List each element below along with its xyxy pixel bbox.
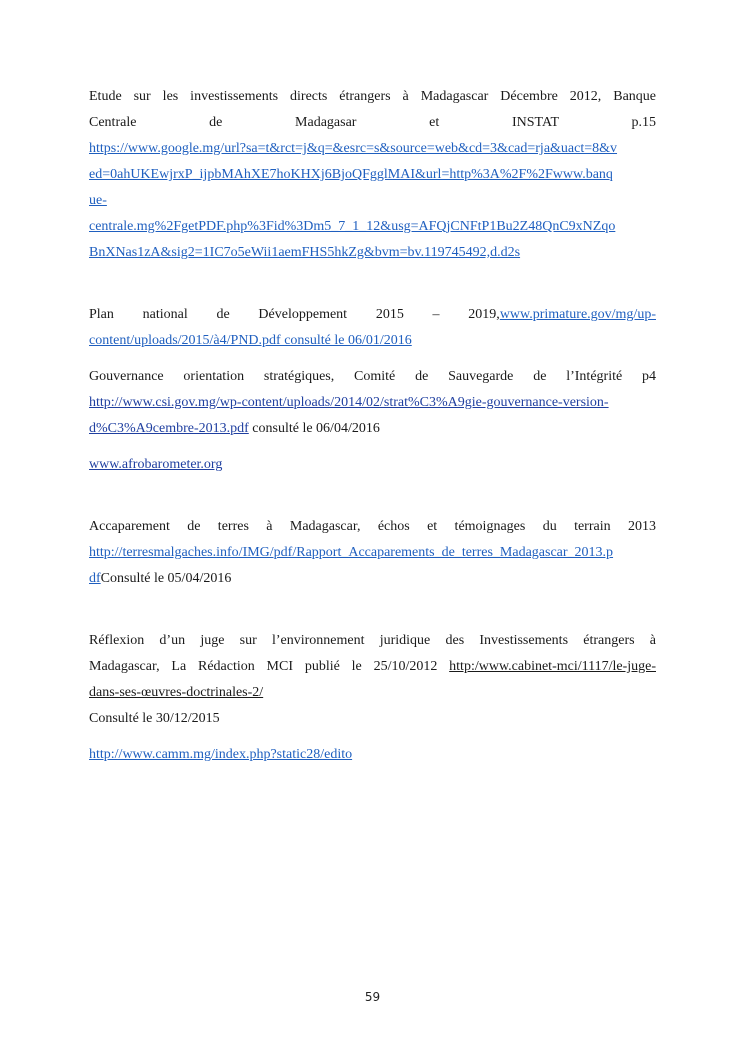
reference-3-text: Gouvernance orientation stratégiques, Comité de Sauvegarde de l’Intégrité p4 (89, 369, 656, 384)
reference-3-line-3 (89, 416, 656, 442)
reference-2-text: Plan national de Développement 2015 – 2019, (89, 307, 500, 322)
reference-1-line-1: Etude sur les investissements directs étrangers à Madagascar Décembre 2012, Banque (89, 89, 656, 104)
reference-6-consulted: Consulté le 30/12/2015 (89, 711, 220, 726)
reference-1 (89, 84, 656, 266)
bibliography-page (89, 84, 656, 768)
reference-1-url-line-5[interactable]: BnXNas1zA&sig2=1IC7o5eWii1aemFHS5hkZg&bvm=bv.119745492,d.d2s (89, 245, 521, 260)
reference-6-line-2 (89, 654, 656, 680)
reference-1-url-line-3[interactable]: ue- (89, 193, 107, 208)
reference-4-url[interactable]: www.afrobarometer.org (89, 457, 223, 472)
reference-1-url-line-4[interactable]: centrale.mg%2FgetPDF.php%3Fid%3Dm5_7_1_12&usg=AFQjCNFtP1Bu2Z48QnC9xNZqo (89, 219, 616, 234)
reference-6-text: Madagascar, La Rédaction MCI publié le 25/10/2012 (89, 659, 450, 674)
reference-1-url-line-1[interactable]: https://www.google.mg/url?sa=t&rct=j&q=&esrc=s&source=web&cd=3&cad=rja&uact=8&v (89, 141, 618, 156)
reference-5-text: Accaparement de terres à Madagascar, échos et témoignages du terrain 2013 (89, 519, 656, 534)
reference-7-url[interactable]: http://www.camm.mg/index.php?static28/edito (89, 747, 353, 762)
reference-2-line-1 (89, 302, 656, 328)
reference-4 (89, 452, 656, 478)
reference-5-line-3 (89, 566, 656, 592)
reference-1-line-2: Centrale de Madagasar et INSTAT p.15 (89, 115, 656, 130)
reference-2-url-part-2[interactable]: content/uploads/2015/à4/PND.pdf consulté le 06/01/2016 (89, 333, 412, 348)
reference-6 (89, 628, 656, 732)
reference-6-line-1: Réflexion d’un juge sur l’environnement juridique des Investissements étrangers à (89, 633, 656, 648)
reference-2 (89, 302, 656, 354)
page-number: 59 (364, 990, 381, 1004)
reference-5-url-part-1[interactable]: http://terresmalgaches.info/IMG/pdf/Rapport_Accaparements_de_terres_Madagascar_2013.p (89, 545, 614, 560)
reference-3-url-part-2[interactable]: d%C3%A9cembre-2013.pdf (89, 421, 249, 436)
reference-6-url-part-1[interactable]: http:/www.cabinet-mci/1117/le-juge- (449, 659, 656, 674)
reference-3-consulted: consulté le 06/04/2016 (248, 421, 380, 436)
reference-7 (89, 742, 656, 768)
reference-5-consulted: Consulté le 05/04/2016 (100, 571, 232, 586)
reference-5 (89, 514, 656, 592)
reference-6-url-part-2[interactable]: dans-ses-œuvres-doctrinales-2/ (89, 685, 264, 700)
reference-3-url-part-1[interactable]: http://www.csi.gov.mg/wp-content/uploads/2014/02/strat%C3%A9gie-gouvernance-version- (89, 395, 609, 410)
reference-2-url-part-1[interactable]: www.primature.gov/mg/up- (499, 307, 656, 322)
reference-5-url-part-2[interactable]: df (89, 571, 101, 586)
reference-1-url-line-2[interactable]: ed=0ahUKEwjrxP_ijpbMAhXE7hoKHXj6BjoQFgglMAI&url=http%3A%2F%2Fwww.banq (89, 167, 613, 182)
reference-3 (89, 364, 656, 442)
